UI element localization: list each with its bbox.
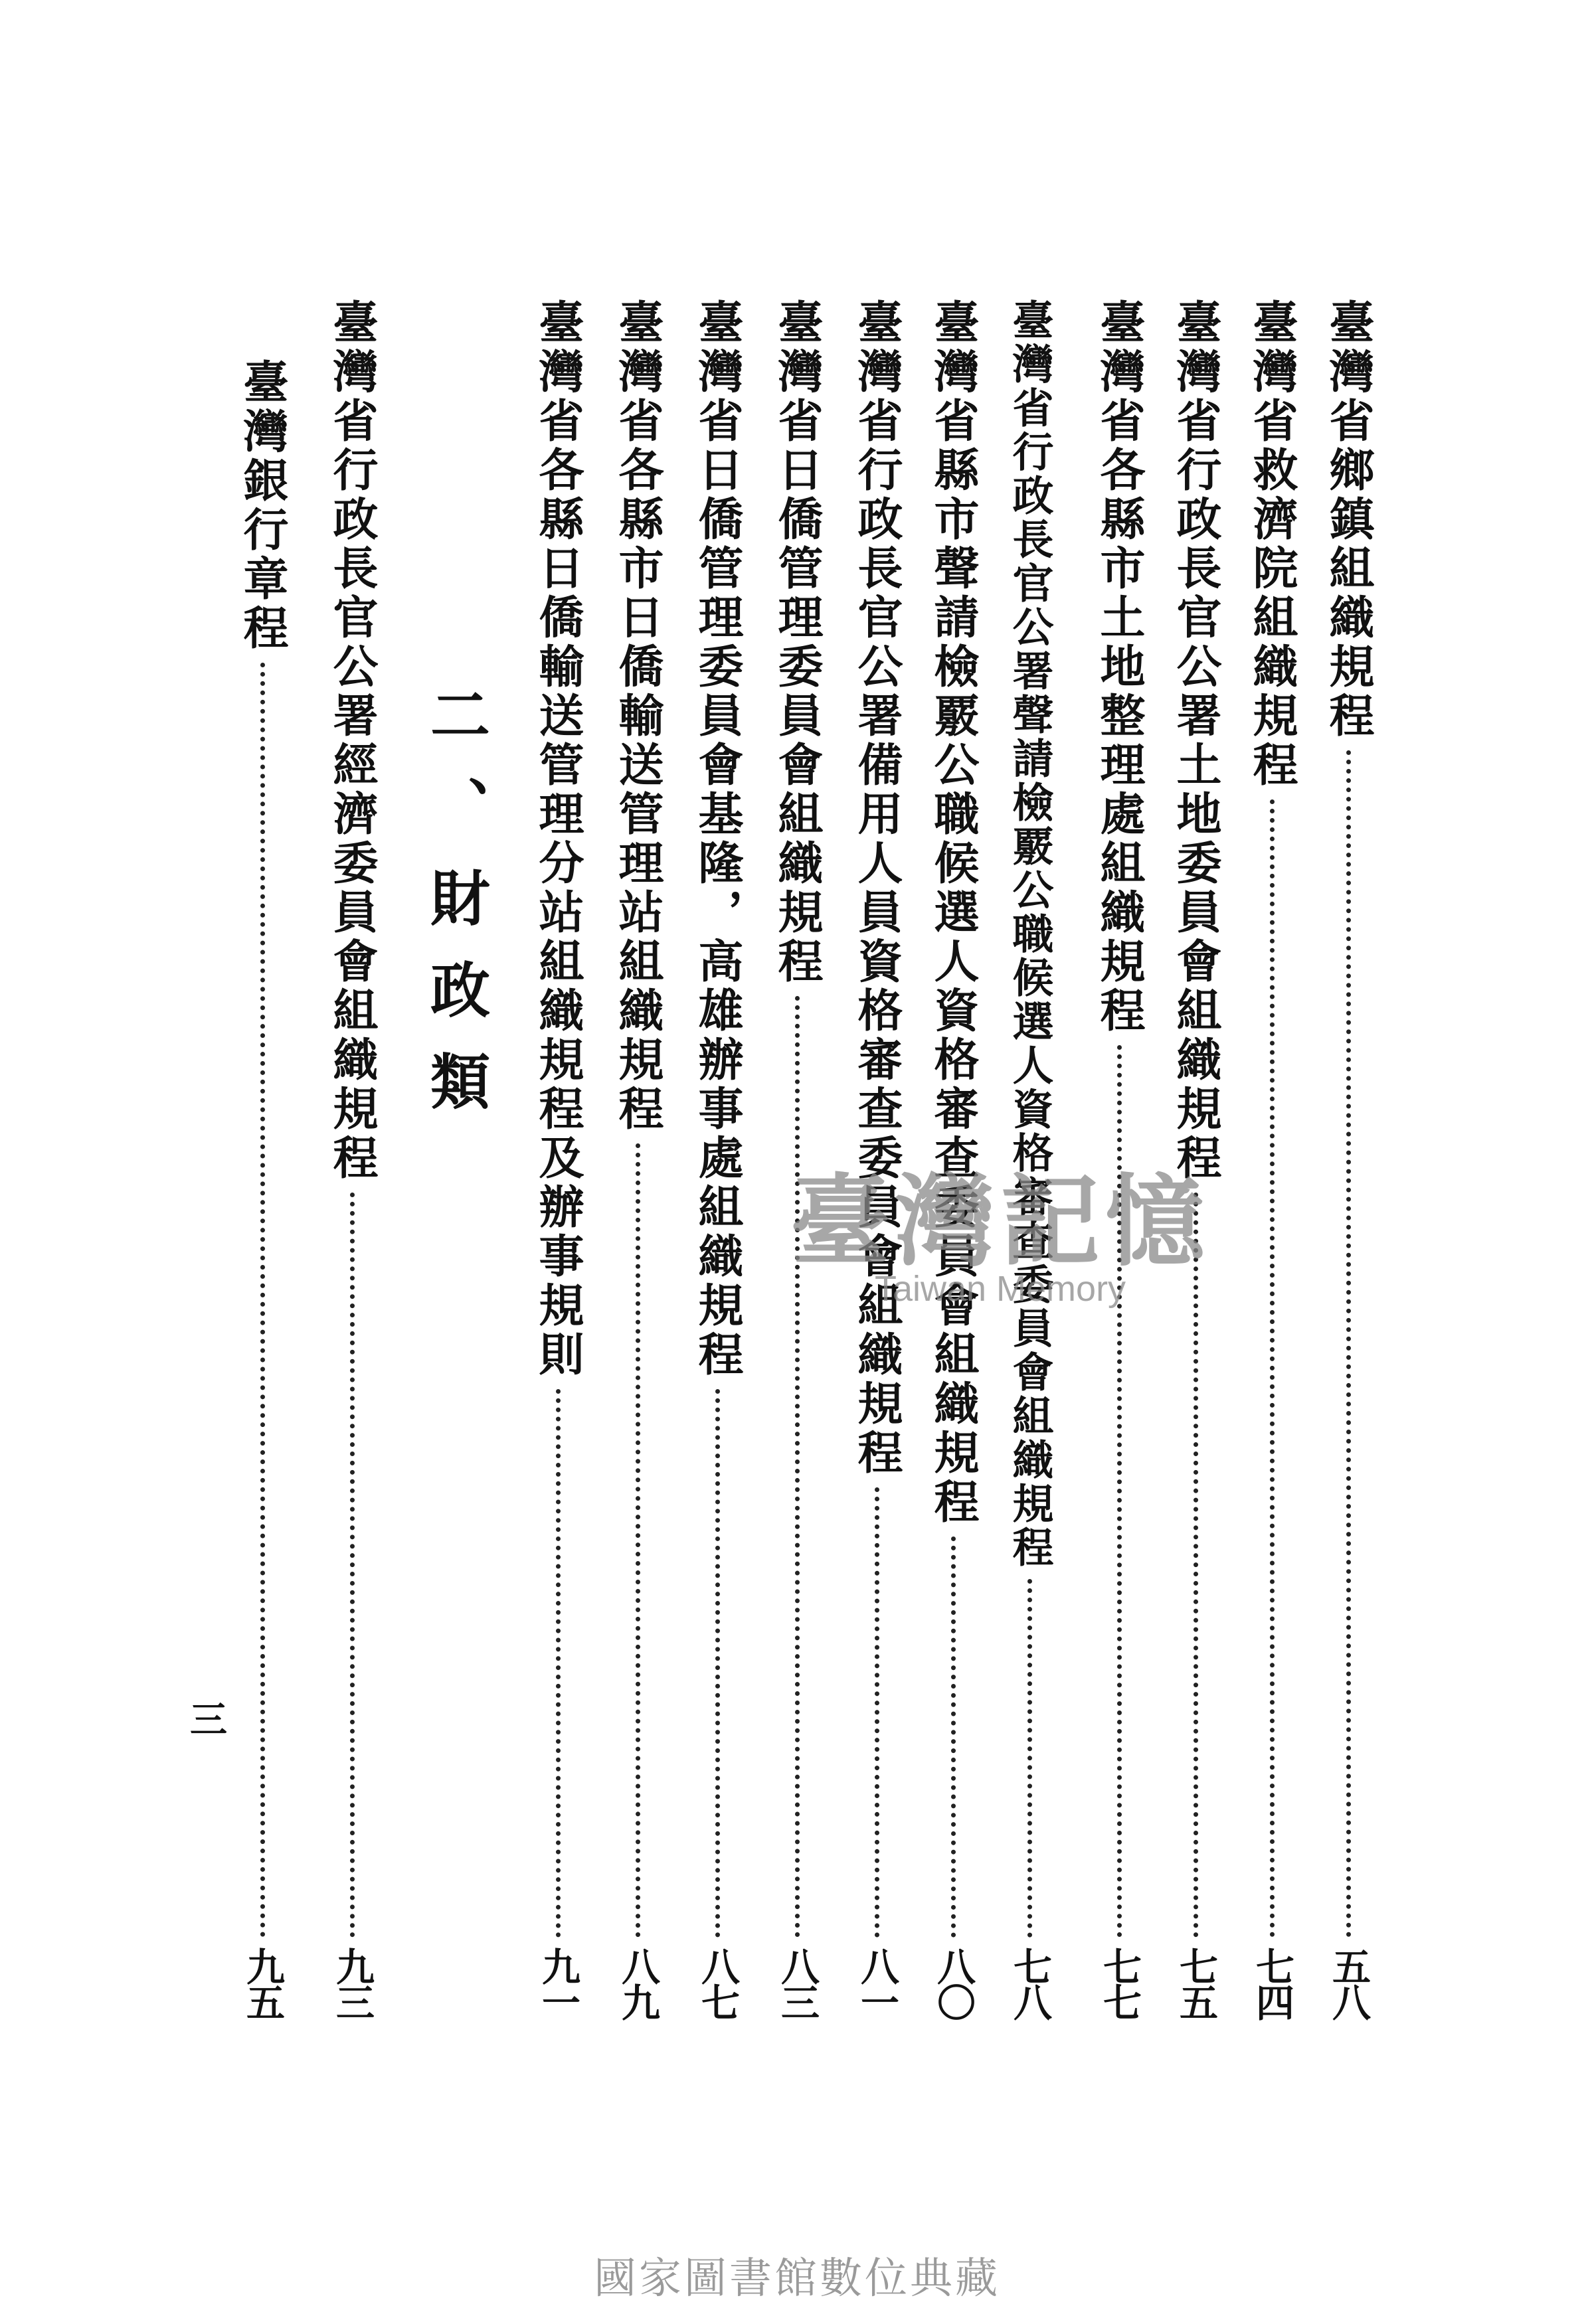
dot-leader (795, 996, 800, 1938)
entry-page-number: 八七 (695, 1947, 740, 2019)
toc-entry (531, 299, 584, 2019)
toc-entry (691, 299, 744, 2019)
toc-entry (927, 299, 980, 2019)
dot-leader (260, 663, 265, 1938)
entry-page-number: 九一 (535, 1947, 580, 2019)
entry-page-number: 八一 (854, 1947, 899, 2019)
entry-title: 臺灣省行政長官公署聲請檢覈公職候選人資格審查委員會組織規程 (1006, 299, 1054, 1570)
toc-entry (850, 299, 903, 2019)
toc-entry (1245, 299, 1298, 2019)
toc-entry (236, 359, 289, 2019)
toc-entry (1003, 299, 1056, 2019)
entry-title: 臺灣省救濟院組織規程 (1245, 299, 1298, 790)
entry-title: 臺灣省鄉鎮組織規程 (1322, 299, 1375, 741)
section-heading: 二、財政類 (420, 684, 490, 1142)
entry-title: 臺灣省日僑管理委員會組織規程 (770, 299, 824, 987)
dot-leader (875, 1487, 879, 1938)
entry-page-number: 七五 (1173, 1947, 1218, 2019)
dot-leader (1346, 750, 1351, 1938)
entry-page-number: 九五 (240, 1947, 285, 2019)
dot-leader (1027, 1579, 1032, 1938)
entry-page-number: 七四 (1249, 1947, 1294, 2019)
entry-page-number: 八三 (774, 1947, 820, 2019)
dot-leader (715, 1389, 720, 1938)
watermark (790, 1163, 1211, 1309)
footer-credit: 國家圖書館數位典藏 (594, 2254, 1000, 2303)
entry-title: 臺灣省行政長官公署經濟委員會組織規程 (325, 299, 379, 1183)
dot-leader (350, 1193, 355, 1938)
entry-page-number: 七八 (1007, 1947, 1052, 2019)
entry-title: 臺灣省日僑管理委員會基隆，高雄辦事處組織規程 (691, 299, 744, 1380)
toc-entry (1322, 299, 1375, 2019)
entry-title: 臺灣省縣市聲請檢覈公職候選人資格審查委員會組織規程 (927, 299, 980, 1527)
entry-page-number: 七七 (1097, 1947, 1142, 2019)
entry-title: 臺灣省各縣市日僑輸送管理站組織規程 (611, 299, 664, 1134)
entry-page-number: 九三 (329, 1947, 375, 2019)
toc-entry (770, 299, 824, 2019)
watermark-english: Taiwan Memory (874, 1269, 1126, 1309)
entry-title: 臺灣省各縣市土地整理處組織規程 (1093, 299, 1146, 1036)
dot-leader (556, 1389, 561, 1938)
dot-leader (636, 1143, 640, 1938)
entry-page-number: 五八 (1326, 1947, 1371, 2019)
entry-title: 臺灣省行政長官公署備用人員資格審查委員會組織規程 (850, 299, 903, 1478)
toc-entry (1093, 299, 1146, 2019)
toc-entry (325, 299, 379, 2019)
watermark-chinese: 臺灣記憶 (790, 1163, 1211, 1280)
entry-title: 臺灣銀行章程 (236, 359, 289, 653)
entry-title: 臺灣省各縣日僑輸送管理分站組織規程及辦事規則 (531, 299, 584, 1380)
dot-leader (1270, 799, 1275, 1938)
toc-entry (1169, 299, 1222, 2019)
dot-leader (951, 1536, 956, 1938)
folio-page-number: 三 (184, 1700, 228, 1737)
entry-page-number: 八九 (615, 1947, 660, 2019)
entry-page-number: 八〇 (930, 1947, 976, 2019)
toc-entry (611, 299, 664, 2019)
entry-title: 臺灣省行政長官公署土地委員會組織規程 (1169, 299, 1222, 1183)
